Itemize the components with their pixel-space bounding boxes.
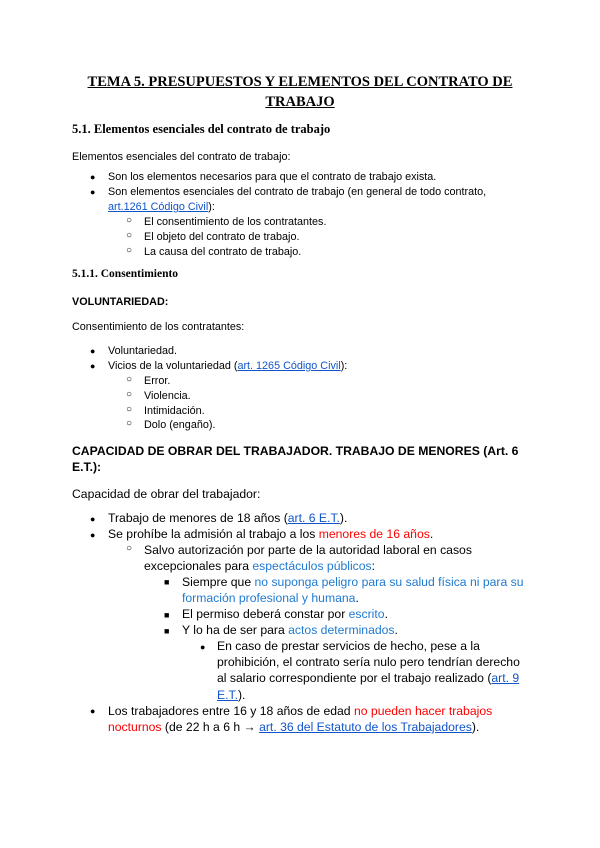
- circle-bullet-icon: ○: [126, 230, 133, 241]
- link-art-36-estatuto[interactable]: art. 36 del Estatuto de los Trabajadores: [259, 720, 472, 735]
- capacidad-heading-line-2: E.T.):: [72, 460, 102, 475]
- highlight-red: nocturnos: [108, 720, 162, 735]
- highlight-blue: actos determinados: [288, 623, 395, 637]
- list-item-text-end: .: [429, 527, 434, 541]
- bullet-icon: ●: [90, 346, 96, 356]
- highlight-red: no pueden hacer trabajos: [353, 704, 493, 718]
- list-item-text-end: ).: [238, 687, 246, 702]
- section-5-1-1-heading: 5.1.1. Consentimiento: [72, 268, 179, 280]
- list-item-text: Vicios de la voluntariedad (: [108, 360, 238, 372]
- list-item: [108, 703, 528, 735]
- list-item: Intimidación.: [144, 405, 205, 417]
- list-item-text-end: .: [394, 623, 398, 637]
- list-item: [144, 542, 528, 574]
- highlight-blue: escrito: [348, 607, 385, 621]
- capacidad-heading-line-1: CAPACIDAD DE OBRAR DEL TRABAJADOR. TRABAJO DE MENORES (Art. 6: [72, 444, 519, 458]
- list-item: [108, 526, 433, 542]
- list-item-text-end: ):: [208, 201, 215, 213]
- bullet-icon: ●: [90, 172, 96, 182]
- circle-bullet-icon: ○: [126, 215, 133, 226]
- voluntariedad-label: VOLUNTARIEDAD:: [72, 296, 169, 308]
- list-item-text: Se prohíbe la admisión al trabajo a los: [108, 527, 319, 541]
- list-item-text: (de 22 h a 6 h →: [161, 720, 260, 735]
- list-item: [217, 638, 528, 703]
- list-item-text: Son elementos esenciales del contrato de trabajo (en general de todo contrato,: [108, 186, 487, 198]
- list-item: Violencia.: [144, 390, 191, 402]
- square-bullet-icon: ■: [164, 577, 170, 587]
- square-bullet-icon: ■: [164, 626, 170, 636]
- highlight-blue: espectáculos públicos: [252, 559, 372, 574]
- square-bullet-icon: ■: [164, 610, 170, 620]
- list-item: [182, 622, 398, 638]
- circle-bullet-icon: ○: [126, 374, 133, 385]
- circle-bullet-icon: ○: [126, 418, 133, 429]
- list-item: El objeto del contrato de trabajo.: [144, 231, 300, 243]
- list-item: Voluntariedad.: [108, 345, 178, 357]
- list-item: [108, 510, 347, 526]
- bullet-icon: ●: [90, 530, 96, 540]
- bullet-icon: ●: [90, 361, 96, 371]
- list-item: [182, 606, 388, 622]
- list-item-text-end: .: [384, 607, 388, 621]
- circle-bullet-icon: ○: [126, 245, 133, 256]
- link-art-1261-codigo-civil[interactable]: art.1261 Código Civil: [108, 201, 209, 213]
- list-item-text: El permiso deberá constar por: [182, 607, 349, 621]
- list-item-text: Y lo ha de ser para: [182, 623, 289, 637]
- list-item-text-end: ):: [340, 360, 348, 372]
- list-item: [108, 185, 528, 215]
- bullet-icon: ●: [90, 187, 96, 197]
- section-5-1-intro: Elementos esenciales del contrato de trabajo:: [72, 151, 291, 163]
- list-item-text: Trabajo de menores de 18 años (: [108, 511, 288, 525]
- circle-bullet-icon: ○: [126, 404, 133, 415]
- list-item: [108, 359, 347, 374]
- circle-bullet-icon: ○: [126, 543, 133, 554]
- page-title: [72, 72, 528, 112]
- list-item-text-end: ).: [339, 511, 348, 525]
- list-item: [182, 574, 528, 606]
- list-item-text-end: :: [371, 559, 376, 574]
- section-5-1-heading: 5.1. Elementos esenciales del contrato de trabajo: [72, 122, 331, 136]
- list-item-text: Los trabajadores entre 16 y 18 años de edad: [108, 704, 354, 718]
- bullet-icon: ●: [90, 706, 96, 716]
- list-item-text: Siempre que: [182, 575, 255, 589]
- circle-bullet-icon: ○: [126, 389, 133, 400]
- list-item-text: al salario correspondiente por el trabajo realizado (: [217, 671, 492, 686]
- title-line-1: TEMA 5. PRESUPUESTOS Y ELEMENTOS DEL CONTRATO DE: [87, 74, 513, 90]
- highlight-blue: formación profesional y humana: [182, 591, 356, 606]
- bullet-icon: ●: [90, 514, 96, 524]
- capacidad-heading: [72, 443, 528, 475]
- capacidad-intro: Capacidad de obrar del trabajador:: [72, 487, 261, 501]
- list-item-text: En caso de prestar servicios de hecho, pese a la: [217, 639, 480, 653]
- list-item: El consentimiento de los contratantes.: [144, 216, 327, 228]
- link-art-9-et[interactable]: art. 9: [491, 671, 520, 686]
- list-item: Son los elementos necesarios para que el contrato de trabajo exista.: [108, 171, 437, 183]
- list-item-text: excepcionales para: [144, 559, 253, 574]
- section-5-1-1-intro: Consentimiento de los contratantes:: [72, 321, 245, 333]
- list-item-text-end: ).: [471, 720, 480, 735]
- link-art-9-et-cont[interactable]: E.T.: [217, 687, 238, 702]
- list-item: La causa del contrato de trabajo.: [144, 246, 302, 258]
- list-item: Dolo (engaño).: [144, 419, 216, 431]
- link-art-1265-codigo-civil[interactable]: art. 1265 Código Civil: [237, 360, 341, 372]
- list-item-text: prohibición, el contrato sería nulo pero tendrían derecho: [217, 655, 520, 670]
- list-item-text: Salvo autorización por parte de la autoridad laboral en casos: [144, 543, 472, 557]
- highlight-blue: no suponga peligro para su salud física ni para su: [254, 575, 524, 589]
- list-item-text-end: .: [355, 591, 359, 606]
- list-item: Error.: [144, 375, 171, 387]
- highlight-red: menores de 16 años: [318, 527, 430, 541]
- link-art-6-et[interactable]: art. 6 E.T.: [287, 511, 340, 525]
- title-line-2: TRABAJO: [265, 94, 335, 110]
- bullet-icon: ●: [200, 642, 206, 652]
